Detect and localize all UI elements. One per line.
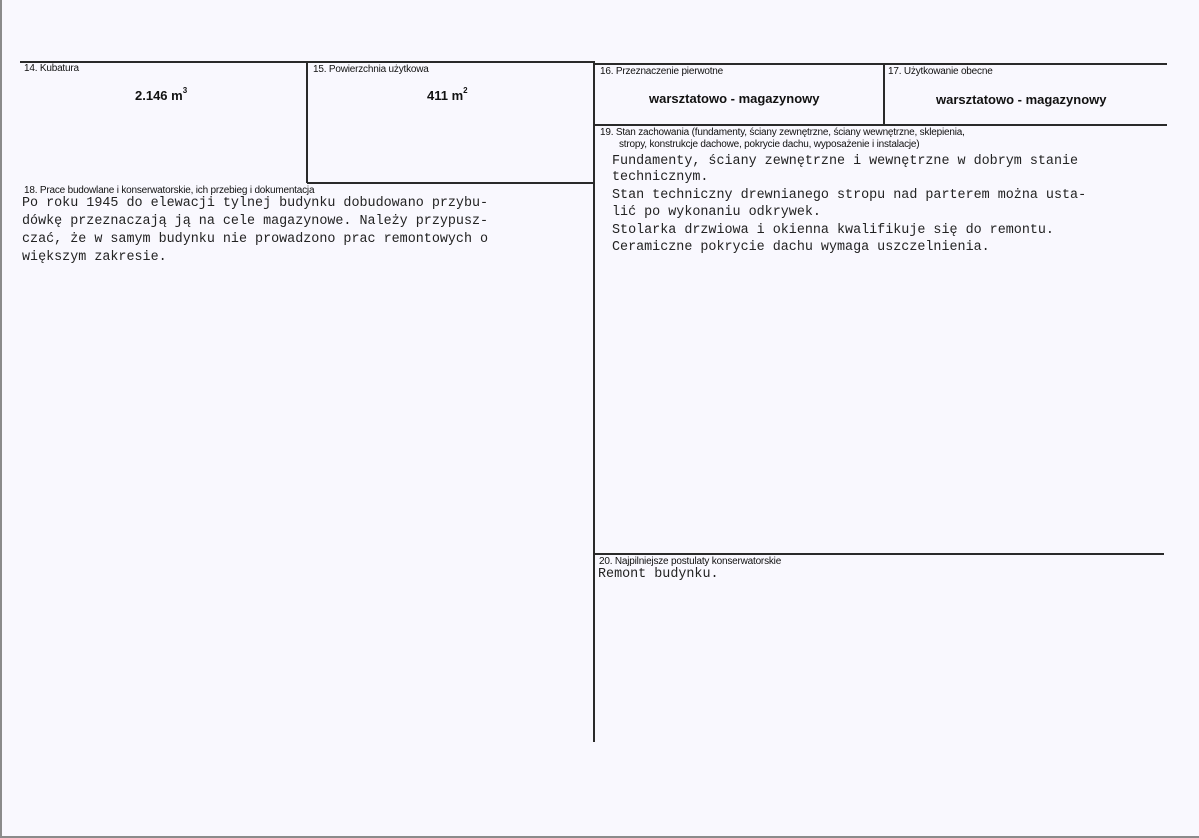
field-19-line: Ceramiczne pokrycie dachu wymaga uszczelnienia. xyxy=(612,240,990,255)
field-20-label: 20. Najpilniejsze postulaty konserwatorskie xyxy=(599,556,782,567)
field-18-line: czać, że w samym budynku nie prowadzono prac remontowych o xyxy=(22,232,489,247)
rule-below-16-17 xyxy=(595,124,1167,126)
field-17-value: warsztatowo - magazynowy xyxy=(936,92,1107,107)
field-17-label: 17. Użytkowanie obecne xyxy=(888,66,993,77)
field-18-line: dówkę przeznaczają ją na cele magazynowe. Należy przypusz- xyxy=(22,214,489,229)
field-14-number: 2.146 m xyxy=(135,88,183,103)
rule-above-20 xyxy=(595,553,1164,555)
field-14-value xyxy=(135,88,187,103)
field-18-line: większym zakresie. xyxy=(22,250,167,265)
field-19-line: lić po wykonaniu odkrywek. xyxy=(612,205,821,220)
field-19-label-line2: stropy, konstrukcje dachowe, pokrycie dachu, wyposażenie i instalacje) xyxy=(619,139,920,150)
field-16-label: 16. Przeznaczenie pierwotne xyxy=(600,66,724,77)
divider-main xyxy=(593,62,595,742)
field-19-line: Stolarka drzwiowa i okienna kwalifikuje się do remontu. xyxy=(612,223,1054,238)
top-rule-right xyxy=(595,63,1167,65)
field-19-line: Stan techniczny drewnianego stropu nad parterem można usta- xyxy=(612,188,1087,203)
field-19-line: Fundamenty, ściany zewnętrzne i wewnętrzne w dobrym stanie xyxy=(612,154,1079,169)
field-15-number: 411 m xyxy=(427,88,464,103)
field-14-unit-exponent: 3 xyxy=(182,86,188,95)
field-19-line: technicznym. xyxy=(612,170,709,185)
field-18-label: 18. Prace budowlane i konserwatorskie, ich przebieg i dokumentacja xyxy=(24,185,315,196)
field-15-unit-exponent: 2 xyxy=(463,86,468,95)
field-15-label: 15. Powierzchnia użytkowa xyxy=(313,64,429,75)
field-18-line: Po roku 1945 do elewacji tylnej budynku dobudowano przybu- xyxy=(22,196,489,211)
field-20-line: Remont budynku. xyxy=(598,567,719,582)
field-19-label-line1: 19. Stan zachowania (fundamenty, ściany zewnętrzne, ściany wewnętrzne, sklepienia, xyxy=(600,127,965,138)
divider-16-17 xyxy=(883,64,885,125)
field-15-value xyxy=(427,88,468,103)
divider-14-15 xyxy=(306,62,308,183)
rule-below-14-15 xyxy=(307,182,594,184)
field-16-value: warsztatowo - magazynowy xyxy=(649,91,820,106)
field-14-label: 14. Kubatura xyxy=(24,63,79,74)
